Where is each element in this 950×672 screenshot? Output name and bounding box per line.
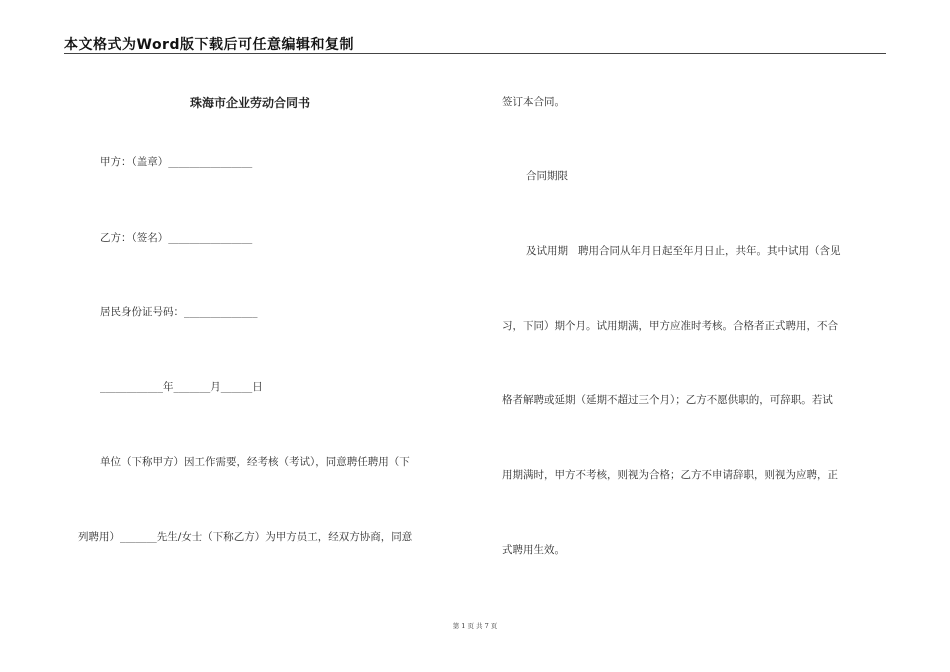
body-paragraph-line: 列聘用）_______先生/女士（下称乙方）为甲方员工，经双方协商，同意 xyxy=(78,531,413,543)
body-paragraph-line: 格者解聘或延期（延期不超过三个月）；乙方不愿供职的，可辞职。若试 xyxy=(502,394,833,406)
body-paragraph-line: 单位（下称甲方）因工作需要，经考核（考试），同意聘任聘用（下 xyxy=(100,456,410,468)
body-paragraph-line: 习，下同）期个月。试用期满，甲方应准时考核。合格者正式聘用，不合 xyxy=(502,320,838,332)
body-paragraph-line: 签订本合同。 xyxy=(502,96,565,108)
date-line: ____________年_______月______日 xyxy=(100,381,263,393)
section-heading: 合同期限 xyxy=(526,170,568,182)
party-b-line: 乙方：（签名）________________ xyxy=(100,232,253,244)
header-divider xyxy=(64,53,886,54)
id-number-line: 居民身份证号码：______________ xyxy=(100,306,258,318)
body-paragraph-line: 及试用期 聘用合同从年月日起至年月日止，共年。其中试用（含见 xyxy=(526,245,841,257)
document-header: 本文格式为Word版下载后可任意编辑和复制 xyxy=(64,37,354,53)
contract-title: 珠海市企业劳动合同书 xyxy=(190,96,311,110)
page-number: 第 1 页 共 7 页 xyxy=(452,622,498,630)
party-a-line: 甲方：（盖章）________________ xyxy=(100,156,253,168)
body-paragraph-line: 式聘用生效。 xyxy=(502,544,565,556)
body-paragraph-line: 用期满时，甲方不考核，则视为合格；乙方不申请辞职，则视为应聘，正 xyxy=(502,469,838,481)
